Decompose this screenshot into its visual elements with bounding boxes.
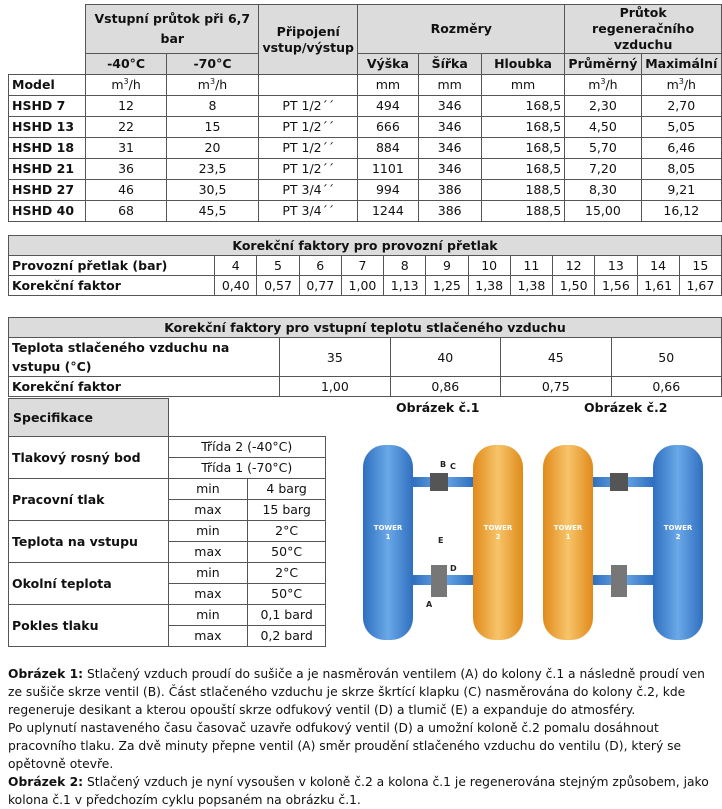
- model-rows: [9, 96, 722, 222]
- table-row: [9, 180, 722, 201]
- flow-70-header: -70°C: [166, 54, 258, 75]
- temp-row-label: Teplota stlačeného vzduchu na vstupu (°C): [9, 338, 280, 377]
- spec-label: Pokles tlaku: [9, 605, 169, 647]
- temp-factor-value: 1,00: [280, 377, 390, 397]
- model-name: HSHD 7: [9, 96, 86, 117]
- model-name: HSHD 13: [9, 117, 86, 138]
- table-cell: 9,21: [641, 180, 721, 201]
- table-cell: 168,5: [481, 159, 564, 180]
- figure1-title: Obrázek č.1: [396, 400, 480, 415]
- table-cell: 168,5: [481, 96, 564, 117]
- table-cell: PT 1/2´´: [259, 96, 358, 117]
- table-cell: PT 1/2´´: [259, 117, 358, 138]
- corner-cell: [9, 5, 86, 75]
- dew-point-class1: Třída 1 (-70°C): [168, 458, 325, 479]
- valve-a-shape: [431, 565, 447, 597]
- max-value: 50°C: [248, 542, 326, 563]
- pressure-factor-table: [8, 235, 722, 296]
- tower1-shape: [363, 445, 413, 640]
- temp-value: 50: [611, 338, 722, 377]
- spec-title: Specifikace: [9, 399, 169, 437]
- table-cell: 8,05: [641, 159, 721, 180]
- pressure-value: 9: [426, 256, 468, 276]
- table-cell: 346: [418, 159, 481, 180]
- unit-cell: $m^3/h$: [86, 75, 166, 96]
- pressure-factor-value: 0,77: [299, 276, 341, 296]
- label-d: D: [450, 564, 457, 573]
- unit-cell: mm: [358, 75, 418, 96]
- temp-table-title: Korekční faktory pro vstupní teplotu stlačeného vzduchu: [9, 318, 722, 338]
- max-label: max: [168, 584, 248, 605]
- table-cell: 346: [418, 138, 481, 159]
- model-name: HSHD 27: [9, 180, 86, 201]
- pressure-value: 7: [341, 256, 383, 276]
- tower1-num: 1: [385, 533, 391, 541]
- table-cell: 5,70: [565, 138, 641, 159]
- table-row: [9, 201, 722, 222]
- table-cell: 22: [86, 117, 166, 138]
- avg-header: Průměrný: [565, 54, 641, 75]
- flow-header: Vstupní průtok při 6,7 bar: [86, 5, 259, 54]
- table-cell: 188,5: [481, 180, 564, 201]
- min-label: min: [168, 479, 248, 500]
- pressure-value: 12: [553, 256, 595, 276]
- max-value: 0,2 bard: [248, 626, 326, 647]
- table-cell: 884: [358, 138, 418, 159]
- tower1-label: TOWER: [553, 524, 583, 532]
- temp-factor-table: [8, 317, 722, 397]
- min-label: min: [168, 605, 248, 626]
- pressure-factor-value: 1,56: [595, 276, 637, 296]
- width-header: Šířka: [418, 54, 481, 75]
- unit-cell: $m^3/h$: [166, 75, 258, 96]
- pressure-factor-value: 1,13: [384, 276, 426, 296]
- temp-factor-value: 0,86: [390, 377, 500, 397]
- table-cell: 8,30: [565, 180, 641, 201]
- pressure-factor-value: 1,00: [341, 276, 383, 296]
- table-row: [9, 96, 722, 117]
- table-cell: 2,30: [565, 96, 641, 117]
- spec-label: Teplota na vstupu: [9, 521, 169, 563]
- table-cell: 4,50: [565, 117, 641, 138]
- table-cell: 994: [358, 180, 418, 201]
- max-value: 50°C: [248, 584, 326, 605]
- unit-cell: $m^3/h$: [565, 75, 641, 96]
- height-header: Výška: [358, 54, 418, 75]
- table-row: [9, 117, 722, 138]
- model-name: HSHD 21: [9, 159, 86, 180]
- table-cell: 386: [418, 180, 481, 201]
- table-cell: 7,20: [565, 159, 641, 180]
- table-cell: 36: [86, 159, 166, 180]
- temp-row: [9, 338, 722, 377]
- temp-value: 35: [280, 338, 390, 377]
- figure2-diagram: [543, 445, 703, 640]
- label-e: E: [438, 536, 444, 545]
- figure2-title: Obrázek č.2: [584, 400, 668, 415]
- pressure-factor-value: 1,61: [637, 276, 679, 296]
- table-cell: 1101: [358, 159, 418, 180]
- table-cell: 23,5: [166, 159, 258, 180]
- tower1-shape: [543, 445, 593, 640]
- dryer-diagrams-svg: [358, 425, 718, 655]
- flow-40-header: -40°C: [86, 54, 166, 75]
- pressure-value: 4: [215, 256, 257, 276]
- table-cell: 1244: [358, 201, 418, 222]
- max-value: 15 barg: [248, 500, 326, 521]
- dew-point-class2: Třída 2 (-40°C): [168, 437, 325, 458]
- table-cell: 45,5: [166, 201, 258, 222]
- spec-label: Okolní teplota: [9, 563, 169, 605]
- tower2-label: TOWER: [483, 524, 513, 532]
- pressure-row-label: Provozní přetlak (bar): [9, 256, 215, 276]
- tower2-label: TOWER: [663, 524, 693, 532]
- table-row: [9, 138, 722, 159]
- pressure-value: 14: [637, 256, 679, 276]
- table-cell: PT 1/2´´: [259, 138, 358, 159]
- temp-factor-value: 0,75: [501, 377, 611, 397]
- min-value: 4 barg: [248, 479, 326, 500]
- unit-cell: [259, 75, 358, 96]
- pressure-factor-value: 0,57: [257, 276, 299, 296]
- model-name: HSHD 18: [9, 138, 86, 159]
- units-row: [9, 75, 722, 96]
- table-cell: 31: [86, 138, 166, 159]
- temp-value: 40: [390, 338, 500, 377]
- table-cell: 15,00: [565, 201, 641, 222]
- tower2-num: 2: [675, 533, 681, 541]
- pressure-factor-value: 1,38: [510, 276, 552, 296]
- tower1-num: 1: [565, 533, 571, 541]
- table-row: [9, 159, 722, 180]
- table-cell: 494: [358, 96, 418, 117]
- pressure-factor-value: 1,38: [468, 276, 510, 296]
- min-label: min: [168, 521, 248, 542]
- tower2-shape: [653, 445, 703, 640]
- connection-header: Připojení vstup/výstup: [259, 5, 358, 75]
- tower2-num: 2: [495, 533, 501, 541]
- table-cell: 46: [86, 180, 166, 201]
- min-value: 2°C: [248, 521, 326, 542]
- table-cell: 386: [418, 201, 481, 222]
- pressure-value: 5: [257, 256, 299, 276]
- table-cell: 6,46: [641, 138, 721, 159]
- table-cell: 346: [418, 96, 481, 117]
- regen-header: Průtok regeneračního vzduchu: [565, 5, 722, 54]
- spec-label: Pracovní tlak: [9, 479, 169, 521]
- table-cell: PT 3/4´´: [259, 201, 358, 222]
- pressure-factor-row: [9, 276, 722, 296]
- temp-factor-label: Korekční faktor: [9, 377, 280, 397]
- table-cell: PT 3/4´´: [259, 180, 358, 201]
- table-cell: 8: [166, 96, 258, 117]
- figure1-diagram: [363, 445, 523, 640]
- spec-table: [8, 398, 326, 647]
- description-notes: [8, 665, 714, 809]
- unit-cell: $m^3/h$: [641, 75, 721, 96]
- valve-c-shape: [430, 473, 448, 491]
- pressure-value: 15: [679, 256, 721, 276]
- table-cell: 68: [86, 201, 166, 222]
- pressure-factor-value: 0,40: [215, 276, 257, 296]
- unit-cell: mm: [418, 75, 481, 96]
- table-cell: 20: [166, 138, 258, 159]
- model-name: HSHD 40: [9, 201, 86, 222]
- table-cell: 188,5: [481, 201, 564, 222]
- temp-factor-row: [9, 377, 722, 397]
- label-b: B: [440, 460, 447, 469]
- max-label: max: [168, 626, 248, 647]
- model-table: [8, 4, 722, 222]
- dimensions-header: Rozměry: [358, 5, 565, 54]
- unit-cell: mm: [481, 75, 564, 96]
- label-c: C: [450, 462, 456, 471]
- label-a: A: [426, 600, 433, 609]
- table-cell: 666: [358, 117, 418, 138]
- pressure-value: 10: [468, 256, 510, 276]
- table-cell: 346: [418, 117, 481, 138]
- table-cell: 5,05: [641, 117, 721, 138]
- pressure-value: 13: [595, 256, 637, 276]
- max-label: max: [168, 500, 248, 521]
- pressure-value: 11: [510, 256, 552, 276]
- pressure-factor-value: 1,25: [426, 276, 468, 296]
- pressure-row: [9, 256, 722, 276]
- min-label: min: [168, 563, 248, 584]
- pressure-factor-value: 1,67: [679, 276, 721, 296]
- note-figure1: Obrázek 1: Stlačený vzduch proudí do sušiče a je nasměrován ventilem (A) do kolony č.1 a následně proudí ven ze sušiče skrze ventil (B). Část stlačeného vzduchu je skrze škrtící klapku (C) nasměrována do kolony č.2, kde regeneruje desikant a kterou opouští skrze odfukový ventil (D) a tlumič (E) a expanduje do atmosféry.: [8, 667, 705, 717]
- tower1-label: TOWER: [373, 524, 403, 532]
- table-cell: 168,5: [481, 117, 564, 138]
- table-cell: PT 1/2´´: [259, 159, 358, 180]
- pressure-factor-value: 1,50: [553, 276, 595, 296]
- pressure-factor-label: Korekční faktor: [9, 276, 215, 296]
- table-cell: 168,5: [481, 138, 564, 159]
- dryer-figures: [358, 425, 718, 655]
- table-cell: 15: [166, 117, 258, 138]
- max-header: Maximální: [641, 54, 721, 75]
- note-timer: Po uplynutí nastaveného času časovač uzavře odfukový ventil (D) a umožní koloně č.2 pomalu dosáhnout pracovního tlaku. Za dvě minuty přepne ventil (A) směr proudění stlačeného vzduchu do ventilu (D), který se opětovně otevře.: [8, 721, 682, 771]
- model-label: Model: [9, 75, 86, 96]
- min-value: 0,1 bard: [248, 605, 326, 626]
- table-cell: 12: [86, 96, 166, 117]
- temp-factor-value: 0,66: [611, 377, 722, 397]
- table-cell: 30,5: [166, 180, 258, 201]
- tower2-shape: [473, 445, 523, 640]
- pressure-value: 6: [299, 256, 341, 276]
- spec-rows: [9, 479, 326, 647]
- depth-header: Hloubka: [481, 54, 564, 75]
- temp-value: 45: [501, 338, 611, 377]
- pressure-table-title: Korekční faktory pro provozní přetlak: [9, 236, 722, 256]
- table-cell: 2,70: [641, 96, 721, 117]
- max-label: max: [168, 542, 248, 563]
- dew-point-label: Tlakový rosný bod: [9, 437, 169, 479]
- table-cell: 16,12: [641, 201, 721, 222]
- min-value: 2°C: [248, 563, 326, 584]
- pressure-value: 8: [384, 256, 426, 276]
- note-figure2: Obrázek 2: Stlačený vzduch je nyní vysoušen v koloně č.2 a kolona č.1 je regenerována stejným způsobem, jako kolona č.1 v předchozím cyklu popsaném na obrázku č.1.: [8, 775, 709, 807]
